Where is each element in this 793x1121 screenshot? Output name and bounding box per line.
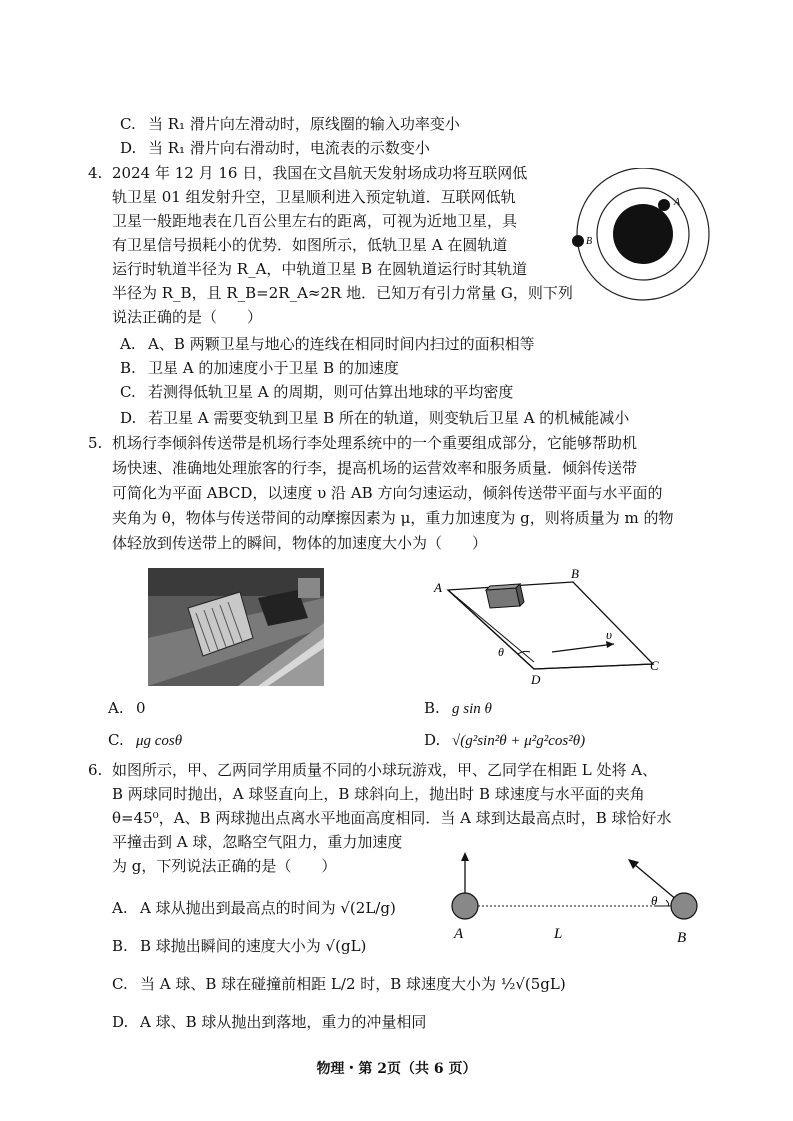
q6-option-a: A. A 球从抛出到最高点的时间为 √(2L/g) <box>112 899 396 917</box>
q4-line-3: 卫星一般距地表在几百公里左右的距离，可视为近地卫星，具 <box>112 212 518 230</box>
q4-line-5: 运行时轨道半径为 R_A，中轨道卫星 B 在圆轨道运行时其轨道 <box>112 260 527 278</box>
q4-line-7: 说法正确的是（ ） <box>112 308 263 326</box>
orbit-diagram <box>568 168 718 316</box>
velocity-arrow <box>552 641 614 652</box>
ball-throw-diagram <box>440 848 712 948</box>
label-b: B <box>571 566 579 581</box>
q6-line-3: θ=45⁰，A、B 两球抛出点离水平地面高度相同．当 A 球到达最高点时，B 球恰好水 <box>112 809 672 827</box>
label-d: D <box>531 672 541 687</box>
incline-diagram <box>428 566 668 690</box>
q5-option-d: D. √(g²sin²θ + μ²g²cos²θ) <box>424 731 586 749</box>
label-c: C <box>650 658 659 673</box>
q6-line-2: B 两球同时抛出，A 球竖直向上，B 球斜向上，抛出时 B 球速度与水平面的夹角 <box>112 785 645 803</box>
q4-option-c: C. 若测得低轨卫星 A 的周期，则可估算出地球的平均密度 <box>120 383 514 401</box>
q5-line-1: 机场行李倾斜传送带是机场行李处理系统中的一个重要组成部分，它能够帮助机 <box>112 434 638 452</box>
label-a: A <box>674 197 681 208</box>
q3-option-d: D. 当 R₁ 滑片向右滑动时，电流表的示数变小 <box>120 139 430 157</box>
q5-line-4: 夹角为 θ，物体与传送带间的动摩擦因素为 μ，重力加速度为 g，则将质量为 m 的物 <box>112 509 674 527</box>
q6-line-1: 如图所示，甲、乙两同学用质量不同的小球玩游戏，甲、乙同学在相距 L 处将 A、 <box>112 761 658 779</box>
q6-option-b: B. B 球抛出瞬间的速度大小为 √(gL) <box>112 937 367 955</box>
q4-line-2: 轨卫星 01 组发射升空，卫星顺利进入预定轨道．互联网低轨 <box>112 188 516 206</box>
label-theta: θ <box>498 645 504 659</box>
q6-option-d: D. A 球、B 球从抛出到落地，重力的冲量相同 <box>112 1013 427 1031</box>
q6-option-c: C. 当 A 球、B 球在碰撞前相距 L/2 时，B 球速度大小为 ½√(5gL) <box>112 975 566 993</box>
ball-a <box>452 893 478 919</box>
belt-plane <box>448 582 653 669</box>
label-b: B <box>586 236 593 247</box>
q4-line-1: 2024 年 12 月 16 日，我国在文昌航天发射场成功将互联网低 <box>112 164 528 182</box>
q6-number: 6. <box>88 761 103 779</box>
box <box>486 584 524 608</box>
q6-line-5: 为 g，下列说法正确的是（ ） <box>112 857 337 875</box>
q6-line-4: 平撞击到 A 球，忽略空气阻力，重力加速度 <box>112 833 403 851</box>
q4-line-4: 有卫星信号损耗小的优势．如图所示，低轨卫星 A 在圆轨道 <box>112 236 508 254</box>
luggage-conveyor-photo <box>148 568 324 686</box>
satellite-b <box>572 235 584 247</box>
q4-option-a: A. A、B 两颗卫星与地心的连线在相同时间内扫过的面积相等 <box>120 335 535 353</box>
label-a: A <box>434 580 442 595</box>
page-footer: 物理・第 2页（共 6 页） <box>316 1061 477 1077</box>
q5-number: 5. <box>88 434 103 452</box>
label-a: A <box>454 926 464 942</box>
label-b: B <box>677 930 687 946</box>
q5-option-a: A. 0 <box>108 699 146 717</box>
q4-number: 4. <box>88 164 103 182</box>
q3-option-c: C. 当 R₁ 滑片向左滑动时，原线圈的输入功率变小 <box>120 115 460 133</box>
earth <box>613 204 673 264</box>
q5-line-5: 体轻放到传送带上的瞬间，物体的加速度大小为（ ） <box>112 534 488 552</box>
q5-line-2: 场快速、准确地处理旅客的行李，提高机场的运营效率和服务质量．倾斜传送带 <box>112 459 638 477</box>
q4-option-d: D. 若卫星 A 需要变轨到卫星 B 所在的轨道，则变轨后卫星 A 的机械能减小 <box>120 409 630 427</box>
q4-line-6: 半径为 R_B，且 R_B=2R_A≈2R 地．已知万有引力常量 G，则下列 <box>112 284 573 302</box>
ball-b <box>671 893 697 919</box>
label-theta: θ <box>651 893 658 908</box>
q5-line-3: 可简化为平面 ABCD，以速度 υ 沿 AB 方向匀速运动，倾斜传送带平面与水平面的 <box>112 484 663 502</box>
label-v: υ <box>606 627 612 642</box>
label-l: L <box>554 926 563 942</box>
satellite-a <box>658 199 670 211</box>
q5-option-b: B. g sin θ <box>424 699 492 717</box>
q5-option-c: C. μg cosθ <box>108 731 183 749</box>
q4-option-b: B. 卫星 A 的加速度小于卫星 B 的加速度 <box>120 359 399 377</box>
